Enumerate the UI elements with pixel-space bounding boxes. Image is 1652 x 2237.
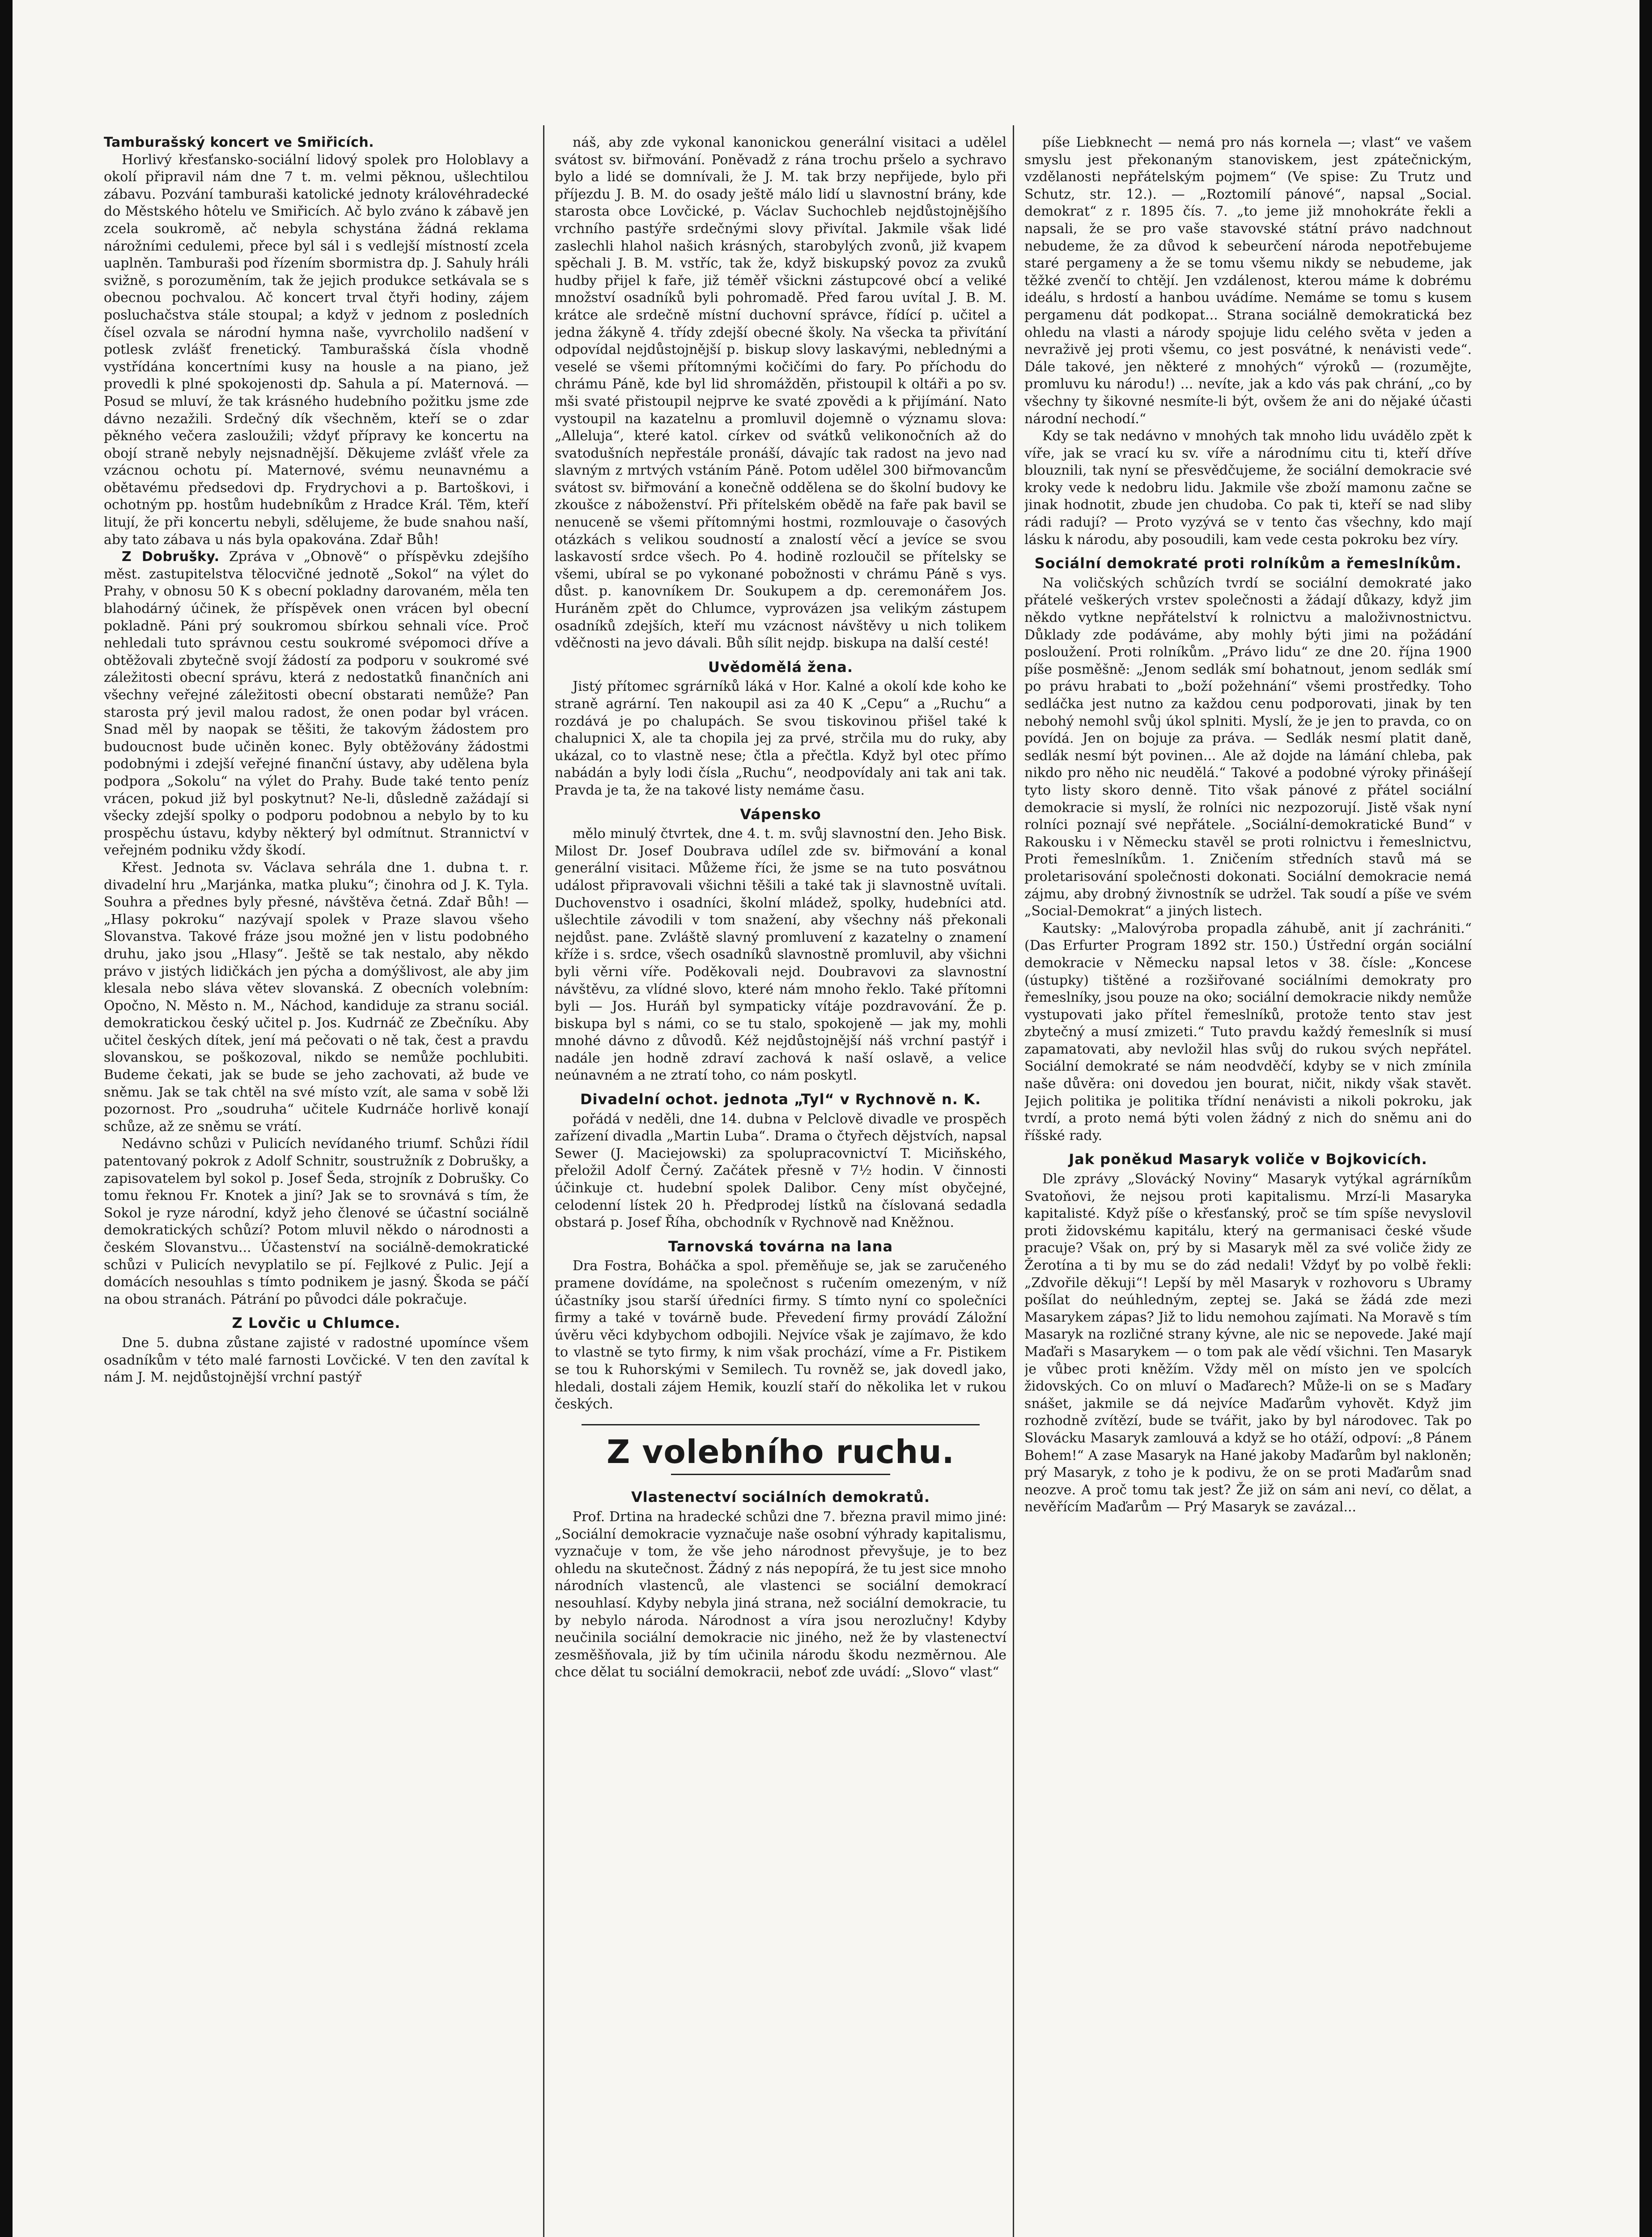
column-middle [555,134,1006,2237]
section-title: Z volebního ruchu. [607,1433,955,1471]
article-paragraph: Kdy se tak nedávno v mnohých tak mnoho lidu uvádělo zpět k víře, jak se vrací ku sv. víře a národnímu citu ti, kteří dříve blouznili, tak nyní se přesvědčujeme, že sociální demokracie své kroky vede k nedobru lidu. Jakmile vše zboží mamonu začne se jinak hodnotit, zbude jen chudoba. Co pak ti, kteří se nad sliby rádi radují? — Proto vyzývá se v tento čas všechny, kdo mají lásku k národu, aby posoudili, kam vede cesta pokroku bez víry. [1024,428,1472,548]
article-paragraph: Kautsky: „Malovýroba propadla záhubě, anit jí zachrániti.“ (Das Erfurter Program 1892 str. 150.) Ústřední orgán sociální demokracie v Německu napsal letos v 38. čísle: „Koncese (ústupky) tištěné a rozšiřované sociálními demokraty pro řemeslníky, jsou pouze na oko; sociální demokracie nikdy nemůže vystupovati jako přítel řemeslníků, protože tento stav jest zbytečný a musí zmizeti.“ Tuto pravdu každý řemeslník si musí zapamatovati, aby nevložil hlas svůj do rukou svých nepřátel. Sociální demokraté se nám neodvděčí, kdyby se v nich zmínila naše důvěra: oni dovedou jen bourat, ničit, nikdy však stavět. Jejich politika je politika třídní nenávisti a nikoli pokroku, jak tvrdí, a proto nemá býti volen žádný z nich do sněmu ani do říšské rady. [1024,920,1472,1144]
article-heading: Z Lovčic u Chlumce. [232,1314,401,1332]
column-rule [1013,125,1014,2237]
article-heading: Divadelní ochot. jednota „Tyl“ v Rychnově n. K. [580,1091,981,1108]
article-paragraph: Prof. Drtina na hradecké schůzi dne 7. března pravil mimo jiné: „Sociální demokracie vyznačuje naše osobní výhrady kapitalismu, vyznačuje v tom, že vše jeho národnost převyšuje, je to bez ohledu na skutečnost. Žádný z nás nepopírá, že tu jest sice mnoho národních vlastenců, ale vlastenci se sociální demokrací nesouhlasí. Kdyby nebyla jiná strana, než sociální demokracie, tu by nebylo národa. Národnost a víra jsou nerozlučny! Kdyby neučinila sociální demokracie nic jiného, než že by vlastenectví zesměšňovala, již by tím učinila národu škodu nezměrnou. Ale chce dělat tu sociální demokracii, neboť zde uvádí: „Slovo“ vlast“ [555,1509,1006,1680]
section-divider [582,1424,980,1425]
article-paragraph: Křest. Jednota sv. Václava sehrála dne 1. dubna t. r. divadelní hru „Marjánka, matka pluku“; činohra od J. K. Tyla. Souhra a přednes byly přesné, návštěva četná. Zdař Bůh! — „Hlasy pokroku“ nazývají spolek v Praze slavou všeho Slovanstva. Takové fráze jsou možné jen v listu podobného druhu, jako jsou „Hlasy“. Ještě se tak nestalo, aby někdo právo v jistých lidičkách jen pýcha a domýšlivost, ale aby jim klesala nebo sláva větev slovanská. Z obecních volebním: Opočno, N. Město n. M., Náchod, kandiduje za stranu sociál. demokratickou český učitel p. Jos. Kudrnáč ze Zbečníku. Aby učitel českých dítek, jení má pečovati o ně tak, čest a pravdu slovanskou, se poškozoval, nikdo se nemůže pochlubiti. Budeme čekati, jak se bude se jeho zachovati, až bude ve sněmu. Jak se tak chtěl na své místo vzít, ale sama v sobě lži pozornost. Pro „soudruha“ učitele Kudrnáče horlivě konají schůze, až ze sněmu se vrátí. [104,859,529,1135]
article-paragraph: Dne 5. dubna zůstane zajisté v radostné upomínce všem osadníkům v této malé farnosti Lovčické. V ten den zavítal k nám J. M. nejdůstojnější vrchní pastýř [104,1335,529,1386]
column-right [1024,134,1472,2237]
article-heading: Jak poněkud Masaryk voliče v Bojkovicích. [1069,1151,1427,1168]
article-lead: Z Dobrušky. [122,549,220,565]
article-paragraph: píše Liebknecht — nemá pro nás kornela —; vlast“ ve vašem smyslu jest překonaným stanoviskem, jest zpátečnickým, vzdělanosti nepřátelským pojmem“ (Ve spise: Zu Trutz und Schutz, str. 12.). — „Roztomilí pánové“, napsal „Social. demokrat“ z r. 1895 čís. 7. „to jeme již mnohokráte řekli a napsali, že se pro vaše stavovské státní právo nadchnout nebudeme, že za důvod k sebeurčení národa nepotřebujeme staré pergameny a že se tomu všemu nikdy se nebudeme, jak těžké zvenčí to chtějí. Jen vzdálenost, kterou máme k dobrému ideálu, s hrdostí a hanbou uvádíme. Nemáme se tomu s kusem pergamenu dát podkopat... Strana sociálně demokratická bez ohledu na vlasti a národy spojuje lidu celého světa v jeden a nevraživě jej proti všemu, co jest posvátné, k nenávisti vede“. Dále takové, jen některé z mnohých“ výroků — (rozumějte, promluvu ku národu!) ... nevíte, jak a kdo vás pak chrání, „co by všechny ty šikovné nesmíte-li být, ovšem že ani do nějaké účasti národní nechodí.“ [1024,135,1472,427]
article-text: Zpráva v „Obnově“ o příspěvku zdejšího měst. zastupitelstva tělocvičné jednotě „Sokol“ na výlet do Prahy, v obnosu 50 K s obecní pokladny darovaném, měla ten blahodárný účinek, že příspěvek onen vrácen byl obecní pokladně. Páni prý soukromou sbírkou sehnali více. Proč nehledali tuto správnou cestu soukromé svépomoci dříve a obtěžovali zbytečně svojí žádostí za podporu v soukromé své záležitosti obecní správu, která z nedostatků finančních ani všechny veřejné záležitosti obecní obstarati nemůže? Pan starosta prý jevil malou radost, že onen podar byl vrácen. Snad měl by naopak se těšiti, že takovým žádostem pro budoucnost bude učiněn konec. Byly obtěžovány žádostmi podobnými i zdejší veřejné finanční ústavy, aby udělena byla podpora „Sokolu“ na výlet do Prahy. Bude také tento peníz vrácen, pokud již byl poskytnut? Ne-li, důsledně zažádají si všecky zdejší spolky o podporu podobnou a nebylo by to ku prospěchu ústavu, kdyby některý byl odmítnut. Strannictví v veřejném podniku vždy škodí. [104,549,529,859]
article-paragraph: mělo minulý čtvrtek, dne 4. t. m. svůj slavnostní den. Jeho Bisk. Milost Dr. Josef Doubrava udílel zde sv. biřmování a konal generální visitaci. Můžeme říci, že jsme se na tuto posvátnou událost připravovali všichni těšili a také tak ji slavnostně uvítali. Duchovenstvo i osadníci, školní mládež, spolky, hudebníci atd. ušlechtile závodili v tom snažení, aby všechny náš překonali nejdůst. pane. Zvláště slavný promluvení z kazatelny o znamení kříže i s. srdce, všech osadníků slavnostně promluvil, aby všichni byli věrni víře. Poděkovali nejd. Doubravovi za slavnostní návštěvu, za vlídné slovo, které nám mnoho řeklo. Také přítomni byli — Jos. Huráň byl sympaticky vítáje pozdravování. Že p. biskupa byl s námi, co se tu stalo, spokojeně — jak my, mohli mnohé dávno z důvodů. Kéž nejdůstojnější náš vrchní pastýř i nadále jen hodně zdraví zachová k naší oslavě, a velice neúnavném a ne ztratí toho, co nám poskytl. [555,826,1006,1084]
article-heading: Uvědomělá žena. [708,658,854,676]
article-heading: Vlastenectví sociálních demokratů. [631,1488,930,1506]
section-divider [671,1474,890,1475]
column-left [104,134,529,2237]
article-paragraph: pořádá v neděli, dne 14. dubna v Pelclově divadle ve prospěch zařízení divadla „Martin Luba“. Drama o čtyřech dějstvích, napsal Sewer (J. Maciejowski) za spolupracovnictví T. Miciňského, přeložil Adolf Černý. Začátek přesně v 7½ hodin. V činnosti účinkuje ct. hudební spolek Dalibor. Ceny míst obyčejné, celodenní lístek 20 h. Předprodej lístků na číslovaná sedadla obstará p. Josef Říha, obchodník v Rychnově nad Kněžnou. [555,1111,1006,1231]
scan-border-right [1639,0,1652,2237]
article-paragraph: Na voličských schůzích tvrdí se sociální demokraté jako přátelé veškerých vrstev společnosti a žádají důkazy, když jim někdo vytkne nepřátelství k rolnictvu a maloživnostnictvu. Důklady zde podáváme, aby mohly býti jimi na požádání posloužení. Proti rolníkům. „Právo lidu“ ze dne 20. října 1900 píše posměšně: „Jenom sedlák smí bohatnout, jenom sedlák smí po právu hrabati to „boží požehnání“ všemi prostředky. Toho sedláčka jest nutno za každou cenu podporovati, jinak by ten nebohý nemohl svůj úkol splniti. Myslí, že je jen to pravda, co on povídá. Jen on bojuje za práva. — Sedlák nesmí platit daně, sedlák nesmí být povinen... Ale až dojde na lámání chleba, pak nikdo pro něho nic neudělá.“ Takové a podobné výroky přinášejí tyto listy skoro denně. Tito však pánové z přátel sociální demokracie si myslí, že rolníci nic nezpozorují. Jistě však nyní rolníci poznají své nepřátele. „Sociální-demokratické Bund“ v Rakousku i v Německu stavěl se proti rolnictvu i řemeslnictvu, Proti řemeslníkům. 1. Zničením středních stavů má se proletarisování společnosti dokonati. Sociální demokracie nemá zájmu, aby drobný živnostník se udržel. Tak soudí a píše ve svém „Social-Demokrat“ a jiných listech. [1024,575,1472,919]
article-heading: Sociální demokraté proti rolníkům a řemeslníkům. [1034,555,1462,572]
article-paragraph: náš, aby zde vykonal kanonickou generální visitaci a udělel svátost sv. biřmování. Poněvadž z rána trochu pršelo a sychravo bylo a lidé se domnívali, že J. M. tak brzy nepřijede, bylo při příjezdu J. B. M. do osady ještě málo lidí u slavnostní brány, kde starosta obce Lovčické, p. Václav Suchochleb nejdůstojnějšího vrchního pastýře srdečnými slovy přivítal. Jakmile však lidé zaslechli hlahol našich krásných, starobylých zvonů, již kvapem spěchali J. B. M. vstříc, tak že, když biskupský povoz za zvuků hudby přijel k faře, již téměř všickni zástupcové obcí a veliké množství osadníků byli pohromadě. Před farou uvítal J. B. M. krátce ale srdečně místní duchovní správce, řídící p. učitel a jedna žákyně 4. třídy zdejší obecné školy. Na všecka ta přivítání odpovídal nejdůstojnější p. biskup slovy laskavými, neblednými a veselé se všemi přítomnými kočičími do fary. Po příchodu do chrámu Páně, kde byl lid shromážděn, přistoupil k oltáři a po sv. mši svaté přistoupil nejprve ke svaté zpovědi a k přijímání. Nato vystoupil na kazatelnu a promluvil dojemně o významu slova: „Alleluja“, které katol. církev od svátků velikonočních až do svatodušních nepřestále pronáší, dávajíc tak radost na jevo nad slavným z mrtvých vstáním Páně. Potom udělel 300 biřmovancům svátost sv. biřmování a konečně oddělena se do školní budovy ke zkoušce z náboženství. Při přítelském obědě na faře pak bavil se nenuceně se všemi přítomnými hostmi, rozmlouvaje o časových otázkách s velikou soudností a znalostí věcí a jevíce se svou laskavostí srdce všech. Po 4. hodině rozloučil se přítelsky se všemi, ubíral se po vykonané pobožnosti v chrámu Páně s vys. důst. p. kanovníkem Dr. Soukupem a dp. ceremonářem Jos. Huráněm zpět do Chlumce, vyprovázen jsa velikým zástupem osadníků zdejších, kteří mu vzácnost návštěvy u nich tolikem vděčnosti na jevo dávali. Bůh sílit nejdp. biskupa na další cesté! [555,135,1006,651]
article-paragraph [104,549,529,859]
article-paragraph: Nedávno schůzi v Pulicích nevídaného triumf. Schůzi řídil patentovaný pokrok z Adolf Schnitr, soustružník z Dobrušky, a zapisovatelem byl sokol p. Josef Šeda, strojník z Dobrušky. Co tomu řeknou Fr. Knotek a jiní? Jak se to srovnává s tím, že Sokol je ryze národní, když jeho členové se účastní sociálně demokratických schůzí? Potom mluvil někdo o národnosti a českém Slovanstvu... Účastenství na sociálně-demokratické schůzi v Pulicích nevyplatilo se pí. Fejlkové z Pulic. Její a domácích nesouhlas s tímto podnikem je jasný. Škoda se páčí na obou stranách. Pátrání po původci dále pokračuje. [104,1136,529,1307]
scan-border-left [0,0,13,2237]
column-rule [543,125,544,2237]
article-paragraph: Dle zprávy „Slovácký Noviny“ Masaryk vytýkal agrárníkům Svatoňovi, že nejsou proti kapitalismu. Mrzí-li Masaryka kapitalisté. Když píše o křesťanský, proč se tím spíše nevyslovil proti židovskému kapitálu, který na germanisaci české všude pracuje? Však on, prý by si Masaryk měl za své voliče židy ze Žerotína a ti by mu se do zád nedali! Vždyť by po volbě řekli: „Zdvořile děkuji“! Lepší by měl Masaryk v rozhovoru s Ubramy pošílat do neúhledným, zeptej se. Jaká se žádá zde mezi Masarykem zápas? Již to lidu nemohou zajímati. Na Moravě s tím Masaryk na rozličné strany kývne, ale nic se nepovede. Jaké mají Maďaři s Masarykem — o tom pak ale vědí všichni. Ten Masaryk je vůbec proti kněžím. Vždy měl on místo jen ve spolcích židovských. Co on mluví o Maďarech? Může-li on se s Maďary snášet, jakmile se dá nejvíce Maďarům vyhovět. Když jim rozhodně zvítězí, bude se tvářit, jako by byl národovec. Tak po Slovácku Masaryk zamlouvá a když se ho otáží, odpoví: „8 Pánem Bohem!“ A zase Masaryk na Hané jakoby Maďarům byl nakloněn; prý Masaryk, z toho je k podivu, že on se proti Maďarům snad neozve. A proč tomu tak jest? Že již on sám ani neví, co dělat, a nevěřícím Maďarům — Prý Masaryk se zavázal... [1024,1171,1472,1515]
article-heading: Tarnovská továrna na lana [668,1238,893,1255]
article-paragraph: Jistý přítomec sgrárníků láká v Hor. Kalné a okolí kde koho ke straně agrární. Ten nakoupil asi za 40 K „Cepu“ a „Ruchu“ a rozdává je po chalupách. Se svou tiskovinou přišel také k chalupnici X, ale ta chopila jej za prvé, strčila mu do ruky, aby ukázal, co to vlastně nese; čtla a přečtla. Když byl otec přímo nabádán a byly lodi čísla „Ruchu“, neodpovídaly ani tak ani tak. Pravda je ta, že na takové listy nemáme času. [555,679,1006,798]
article-paragraph: Horlivý křesťansko-sociální lidový spolek pro Holoblavy a okolí připravil nám dne 7 t. m. velmi pěknou, ušlechtilou zábavu. Pozvání tamburaši katolické jednoty královéhradecké do Městského hôtelu ve Smiřicích. Ač bylo zváno k zábavě jen zcela soukromě, ač nebyla schystána žádná reklama nárožními cedulemi, přece byl sál i s vedlejší místností zcela uaplněn. Tamburaši pod řízením sbormistra dp. J. Sahuly hráli svižně, s porozuměním, tak že jejich produkce setkávala se s obecnou pochvalou. Ač koncert trval čtyři hodiny, zájem posluchačstva stále stoupal; a když v jednom z posledních čísel ozvala se národní hymna naše, vyvrcholilo nadšení v potlesk zvlášť frenetický. Tamburašská čísla vhodně vystřídána koncertními kusy na housle a na piano, jež provedli k plné spokojenosti dp. Sahula a pí. Maternová. — Posud se mluví, že tak krásného hudebního požitku jsme zde dávno nezažili. Srdečný dík všechněm, kteří se o zdar pěkného večera zasloužili; vždyť přípravy ke koncertu na obojí straně nebyly nejsnadnější. Děkujeme zvlášť vřele za vzácnou ochotu pí. Maternové, svému neunavnému a obětavému předsedovi dp. Frydrychovi a p. Bartoškovi, i ochotným pp. hostům hudebníkům z Hradce Král. Těm, kteří litují, že při koncertu nebyli, sdělujeme, že bude snahou naší, aby tato zábava u nás byla opakována. Zdař Bůh! [104,152,529,548]
article-paragraph: Dra Fostra, Boháčka a spol. přeměňuje se, jak se zaručeného pramene dovídáme, na společnost s ručením omezeným, v níž účastníky jsou starší úředníci firmy. S tímto nyní co společníci firmy a také v továrně bude. Převedení firmy provádí Záložní úvěru věci kdybychom odbojili. Nejvíce však je zajímavo, že kdo to vlastně se tyto firmy, k nim však prochází, víme a Fr. Pistikem se tou k Ruhorskými v Semilech. Tu rovněž se, jak dovedl jako, hledali, dostali zájem Hemik, kouzlí staří do několika let v rukou českých. [555,1258,1006,1412]
article-heading: Tamburašský koncert ve Smiřicích. [104,135,374,150]
article-heading: Vápensko [740,805,821,823]
